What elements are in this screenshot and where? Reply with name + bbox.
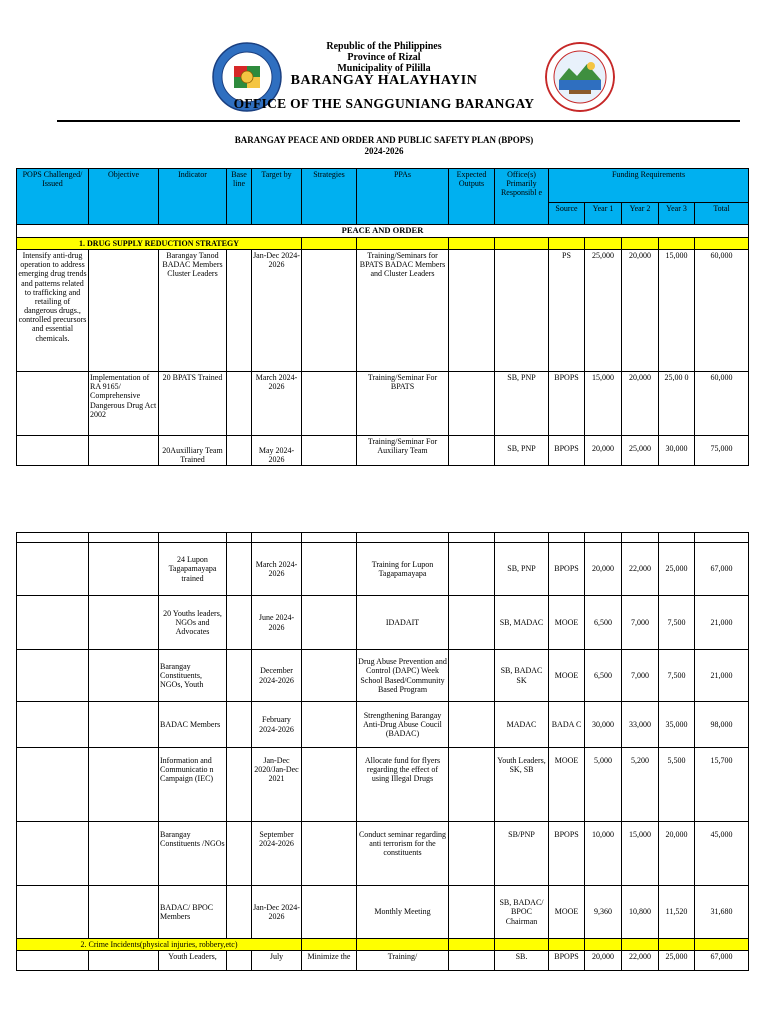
strategy-crime-incidents: 2. Crime Incidents(physical injuries, robbery,etc)	[17, 939, 302, 951]
office-name: OFFICE OF THE SANGGUNIANG BARANGAY	[233, 96, 535, 111]
plan-title: BARANGAY PEACE AND ORDER AND PUBLIC SAFETY PLAN (BPOPS)	[234, 135, 534, 145]
plan-years: 2024-2026	[364, 146, 404, 156]
col-office: Office(s) Primarily Responsibl e	[495, 169, 549, 225]
table-row: Implementation of RA 9165/ Comprehensive Dangerous Drug Act 2002 20 BPATS Trained March 2024-2026 Training/Seminar For BPATS SB, PNP BPOPS 15,000 20,000 25,00 0 60,000	[17, 371, 749, 435]
table-row: 20Auxilliary Team Trained May 2024-2026 Training/Seminar For Auxiliary Team SB, PNP BPOPS 20,000 25,000 30,000 75,000	[17, 435, 749, 465]
col-pops: POPS Challenged/ Issued	[17, 169, 89, 225]
table-row: Barangay Constituents /NGOs September 2024-2026 Conduct seminar regarding anti terrorism for the constituents SB/PNP BPOPS 10,000 15,000 20,000 45,000	[17, 822, 749, 886]
municipality-line: Municipality of Pililla	[337, 63, 431, 74]
col-ppas: PPAs	[357, 169, 449, 225]
table-row: 20 Youths leaders, NGOs and Advocates June 2024-2026 IDADAIT SB, MADAC MOOE 6,500 7,000 7,500 21,000	[17, 596, 749, 650]
col-funding: Funding Requirements	[549, 169, 749, 203]
col-strategies: Strategies	[302, 169, 357, 225]
table-row: Barangay Constituents, NGOs, Youth December 2024-2026 Drug Abuse Prevention and Control (DAPC) Week School Based/Community Based Program SB, BADAC SK MOOE 6,500 7,000 7,500 21,000	[17, 650, 749, 702]
col-year3: Year 3	[659, 203, 695, 225]
strategy-drug-supply: 1. DRUG SUPPLY REDUCTION STRATEGY	[17, 237, 302, 249]
barangay-name: BARANGAY HALAYHAYIN	[290, 73, 478, 88]
col-total: Total	[695, 203, 749, 225]
table-row: Information and Communicatio n Campaign (IEC) Jan-Dec 2020/Jan-Dec 2021 Allocate fund for flyers regarding the effect of using Illegal Drugs Youth Leaders, SK, SB MOOE 5,000 5,200 5,500 15,700	[17, 748, 749, 822]
col-indicator: Indicator	[159, 169, 227, 225]
header-divider	[57, 120, 740, 122]
col-objective: Objective	[89, 169, 159, 225]
col-target: Target by	[252, 169, 302, 225]
province-line: Province of Rizal	[347, 52, 421, 63]
bpops-table-page2	[16, 532, 749, 971]
col-source: Source	[549, 203, 585, 225]
document-header	[0, 0, 768, 125]
table-row: 24 Lupon Tagapamayapa trained March 2024-2026 Training for Lupon Tagapamayapa SB, PNP BPOPS 20,000 22,000 25,000 67,000	[17, 543, 749, 596]
col-outputs: Expected Outputs	[449, 169, 495, 225]
col-baseline: Base line	[227, 169, 252, 225]
bpops-table-page1	[16, 168, 749, 466]
table-row: Youth Leaders, July Minimize the Training/ SB. BPOPS 20,000 22,000 25,000 67,000	[17, 951, 749, 971]
table-row: Intensify anti-drug operation to address emerging drug trends and patterns related to trafficking and retailing of dangerous drugs., controlled precursors and essential chemicals. Barangay Tanod BADAC Members Cluster Leaders Jan-Dec 2024-2026 Training/Seminars for BPATS BADAC Members and Cluster Leaders PS 25,000 20,000 15,000 60,000	[17, 249, 749, 371]
republic-line: Republic of the Philippines	[326, 41, 442, 52]
col-year1: Year 1	[585, 203, 622, 225]
section-title: PEACE AND ORDER	[17, 225, 749, 238]
table-row: BADAC/ BPOC Members Jan-Dec 2024-2026 Monthly Meeting SB, BADAC/ BPOC Chairman MOOE 9,360 10,800 11,520 31,680	[17, 886, 749, 939]
col-year2: Year 2	[622, 203, 659, 225]
table-row: BADAC Members February 2024-2026 Strengthening Barangay Anti-Drug Abuse Coucil (BADAC) MADAC BADA C 30,000 33,000 35,000 98,000	[17, 702, 749, 748]
